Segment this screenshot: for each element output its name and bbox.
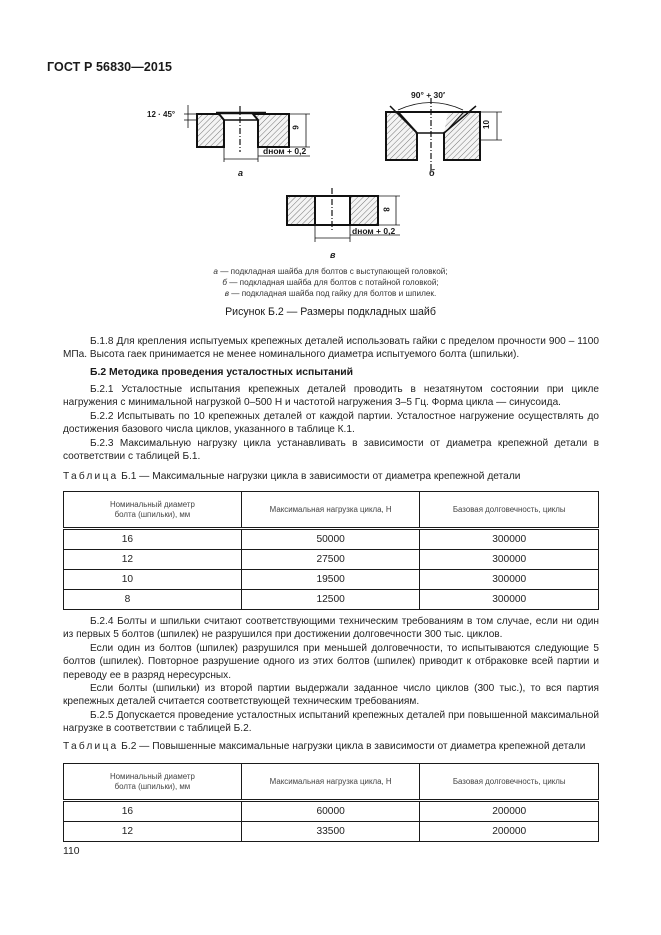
angle-dimension-b: 90° + 30′ bbox=[411, 90, 446, 100]
figure-legend-v: в — подкладная шайба под гайку для болтов и шпилек. bbox=[224, 289, 437, 298]
table-row: 10 19500 300000 bbox=[64, 570, 599, 590]
table1-title: Таблица Б.1 — Максимальные нагрузки цикла в зависимости от диаметра крепежной детали bbox=[63, 471, 521, 482]
figure-label-a: а bbox=[238, 168, 244, 178]
table-row: 12 27500 300000 bbox=[64, 550, 599, 570]
page-number: 110 bbox=[63, 846, 80, 857]
chamfer-dimension-a: 12 · 45° bbox=[147, 110, 176, 119]
table-row: 16 60000 200000 bbox=[64, 801, 599, 822]
table-row: 8 12500 300000 bbox=[64, 590, 599, 610]
header-diameter: Номинальный диаметр болта (шпильки), мм bbox=[64, 764, 242, 801]
bore-dimension-v: dном + 0,2 bbox=[352, 226, 396, 236]
paragraph-b18: Б.1.8 Для крепления испытуемых крепежных деталей использовать гайки с пределом прочности 900 – 1100 МПа. Высота гаек принимается не менее номинального диаметра испытуемого болта (шпильки). bbox=[63, 336, 599, 361]
washer-dimensions-figure bbox=[0, 0, 661, 270]
header-max-load: Максимальная нагрузка цикла, Н bbox=[241, 492, 420, 529]
section-heading-b2: Б.2 Методика проведения усталостных испытаний bbox=[90, 367, 354, 378]
header-max-load: Максимальная нагрузка цикла, Н bbox=[241, 764, 420, 801]
figure-legend-b: б — подкладная шайба для болтов с потайной головкой; bbox=[222, 278, 439, 287]
table-header-row bbox=[64, 492, 599, 529]
table-header-row bbox=[64, 764, 599, 801]
bore-dimension-a: dном + 0,2 bbox=[263, 146, 307, 156]
table-row: 12 33500 200000 bbox=[64, 822, 599, 842]
figure-label-b: б bbox=[429, 168, 435, 178]
table-row: 16 50000 300000 bbox=[64, 529, 599, 550]
figure-caption: Рисунок Б.2 — Размеры подкладных шайб bbox=[225, 306, 436, 318]
washer-b-drawing bbox=[386, 98, 502, 170]
standard-code-header: ГОСТ Р 56830—2015 bbox=[47, 60, 173, 74]
paragraphs-b21-b23: Б.2.1 Усталостные испытания крепежных деталей проводить в незатянутом состоянии при цикле нагружения с минимальной нагрузкой 0–500 Н и частотой нагружения 3–5 Гц. Форма цикла — синусоида. Б.2.2 Испытывать по 10 крепежных деталей от каждой партии. Усталостное нагружение осуществлять до достижения базового числа циклов, указанного в таблице К.1. Б.2.3 Максимальную нагрузку цикла устанавливать в зависимости от диаметра крепежной детали в соответствии с таблицей Б.1. bbox=[63, 384, 599, 463]
paragraphs-b24-b25: Б.2.4 Болты и шпильки считают соответствующими техническим требованиям в том случае, если ни один из первых 5 болтов (шпилек) не разрушился при достижении долговечности 300 тыс. циклов. Если один из болтов (шпилек) разрушился при меньшей долговечности, то испытываются следующие 5 болтов (шпилек). Повторное разрушение одного из этих болтов (шпилек) приводит к отбраковке всей партии и переводу ее в разряд нересурсных. Если болты (шпильки) из второй партии выдержали заданное число циклов (300 тыс.), то вся партия крепежных деталей считается соответствующей техническим требованиям. Б.2.5 Допускается проведение усталостных испытаний крепежных деталей при повышенной максимальной нагрузке в соответствии с таблицей Б.2. bbox=[63, 616, 599, 735]
table-b1 bbox=[63, 491, 599, 610]
header-base-durability: Базовая долговечность, циклы bbox=[420, 764, 599, 801]
header-base-durability: Базовая долговечность, циклы bbox=[420, 492, 599, 529]
table2-title: Таблица Б.2 — Повышенные максимальные нагрузки цикла в зависимости от диаметра крепежной детали bbox=[63, 741, 586, 752]
figure-legend-a: а — подкладная шайба для болтов с выступающей головкой; bbox=[213, 267, 448, 276]
header-diameter: Номинальный диаметр болта (шпильки), мм bbox=[64, 492, 242, 529]
figure-label-v: в bbox=[330, 250, 336, 260]
table-b2 bbox=[63, 763, 599, 842]
height-dimension-a: 6 bbox=[290, 125, 300, 130]
height-dimension-b: 10 bbox=[481, 120, 491, 129]
height-dimension-v: 8 bbox=[381, 207, 391, 212]
